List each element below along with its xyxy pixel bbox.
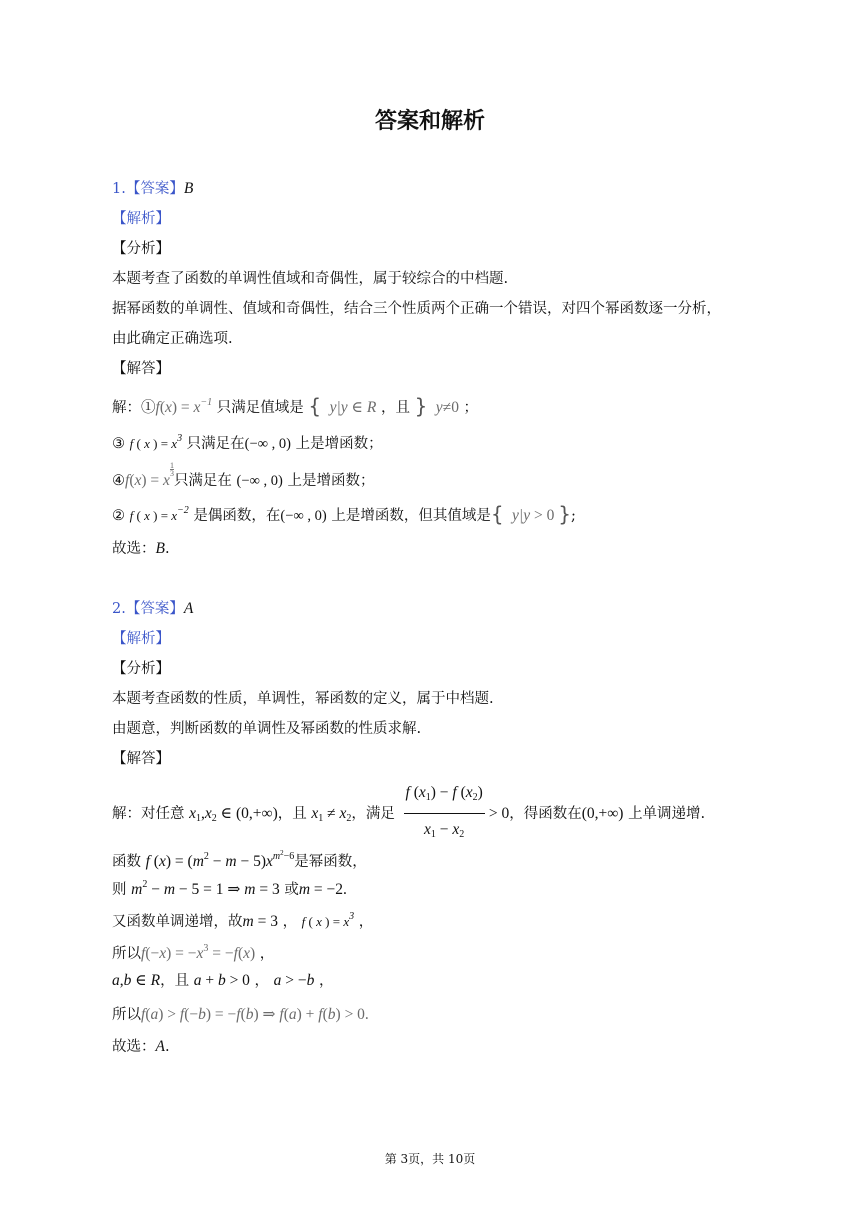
formula-conclusion: f(a) > f(−b) = −f(b) ⇒ f(a) + f(b) > 0.	[141, 1006, 369, 1023]
q1-fenxi-line1: 本题考查了函数的单调性值域和奇偶性，属于较综合的中档题.	[112, 271, 509, 287]
formula-gt-zero: > 0	[488, 805, 510, 822]
right-brace-icon: }	[414, 394, 428, 418]
set-y-in-R: y|y ∈ R	[325, 399, 377, 416]
q1-number: 1.	[112, 181, 126, 197]
q2-jieda-tag: 【解答】	[112, 751, 170, 767]
q1-solution-line4: ④f(x) = x $\frac{1}{3}$ 只满足在 (−∞ , 0) 上是增函数；	[112, 461, 375, 489]
q2-solution-line4: 又函数单调递增，故m = 3 ， f ( x ) = $x^3$ ，	[112, 911, 374, 930]
q2-answer-line	[112, 598, 193, 620]
formula-f-x-one-third: f(x) = x $\frac{1}{3}$	[125, 461, 174, 489]
q2-solution-line1: 解：对任意 $x_1,x_2$ ∈ (0,+∞)，且 $x_1 \ne x_2$，满足 $\frac{f (x_1) - f (x_2)}{x_1 - x_2}$ > 0，得函数在(0,+∞) 上单调递增.	[112, 780, 705, 848]
q2-fenxi-line2: 由题意，判断函数的单调性及幂函数的性质求解.	[112, 721, 422, 737]
q2-fenxi-line1: 本题考查函数的性质，单调性，幂函数的定义，属于中档题.	[112, 691, 494, 707]
formula-a-b-in-R: a,b ∈ R	[112, 972, 161, 989]
formula-f-x-cubed: f ( x ) = $x^3$	[129, 433, 183, 451]
q1-fenxi-line3: 由此确定正确选项.	[112, 331, 233, 347]
q1-jieda-tag: 【解答】	[112, 361, 170, 377]
q2-solution-line3: 则 $m^2 - m - 5 = 1$ ⇒ m = 3 或m = −2.	[112, 879, 347, 898]
q1-fenxi-tag: 【分析】	[112, 241, 170, 257]
q1-fenxi-line2: 据幂函数的单调性、值域和奇偶性，结合三个性质两个正确一个错误，对四个幂函数逐一分析，	[112, 301, 721, 317]
formula-difference-quotient: $\frac{f (x_1) - f (x_2)}{x_1 - x_2}$	[404, 780, 485, 848]
formula-f-x-minus-two: f ( x ) = $x^{-2}$	[129, 505, 189, 523]
formula-solve-m: $m^2 - m - 5 = 1$ ⇒ m = 3	[131, 879, 280, 898]
q2-solution-line7: 所以f(a) > f(−b) = −f(b) ⇒ f(a) + f(b) > 0.	[112, 1006, 369, 1023]
formula-f-x-cubed: f ( x ) = $x^3$	[301, 911, 355, 929]
q1-choice-line: 故选：B.	[112, 540, 170, 557]
page-footer: 第 3页，共 10页	[384, 1152, 476, 1166]
formula-x1-x2-domain: $x_1,x_2$ ∈ (0,+∞)	[189, 805, 278, 824]
q2-choice-line: 故选：A.	[112, 1038, 170, 1055]
q2-solution-line6: a,b ∈ R，且 a + b > 0 ， a > −b ，	[112, 972, 334, 989]
formula-power-function: f $(x) = (m^2 - m - 5)x^{m^2-6}$	[145, 849, 295, 870]
q1-analysis-tag: 【解析】	[112, 211, 170, 227]
q2-fenxi-tag: 【分析】	[112, 661, 170, 677]
page-title: 答案和解析	[374, 109, 485, 134]
q1-solution-line2: ② f ( x ) = $x^{-2}$ 是偶函数，在(−∞ , 0) 上是增函数，但其值域是{ y|y > 0 };	[112, 502, 576, 526]
q2-number: 2.	[112, 601, 126, 617]
formula-interval-positive: (0,+∞)	[581, 805, 624, 822]
q1-solution-line1: 解：①f(x) = $x^{-1}$ 只满足值域是 { y|y ∈ R ，且 } y≠0 ；	[112, 394, 479, 418]
formula-m-eq-minus-two: m = −2.	[298, 881, 347, 898]
q2-answer: A	[183, 600, 194, 617]
left-brace-icon: {	[490, 502, 504, 526]
q1-answer-tag: 【答案】	[125, 181, 184, 197]
right-brace-icon: }	[558, 502, 571, 526]
set-y-gt-0: y|y > 0	[508, 507, 555, 524]
left-brace-icon: {	[308, 394, 322, 418]
formula-f-x-inverse: $f(x) = x^{-1}$	[155, 397, 213, 416]
q1-answer-line	[112, 178, 193, 200]
q2-solution-line2: 函数 f $(x) = (m^2 - m - 5)x^{m^2-6}$是幂函数，	[112, 849, 367, 870]
formula-odd-function: $f(-x) = -x^3 = -f(x)$	[141, 943, 256, 962]
q2-solution-line5: 所以$f(-x) = -x^3 = -f(x)$ ，	[112, 943, 275, 962]
formula-x1-neq-x2: $x_1 \ne x_2$	[311, 805, 352, 824]
q2-analysis-tag: 【解析】	[112, 631, 170, 647]
condition-y-neq-0: y≠0	[431, 399, 459, 416]
formula-a-plus-b: a + b > 0	[193, 972, 250, 989]
q1-solution-line3: ③ f ( x ) = $x^3$ 只满足在(−∞ , 0) 上是增函数；	[112, 433, 383, 452]
formula-m-eq-three: m = 3	[242, 913, 278, 930]
formula-a-gt-minus-b: a > −b	[273, 972, 315, 989]
q1-answer: B	[183, 180, 194, 197]
q2-answer-tag: 【答案】	[125, 601, 184, 617]
